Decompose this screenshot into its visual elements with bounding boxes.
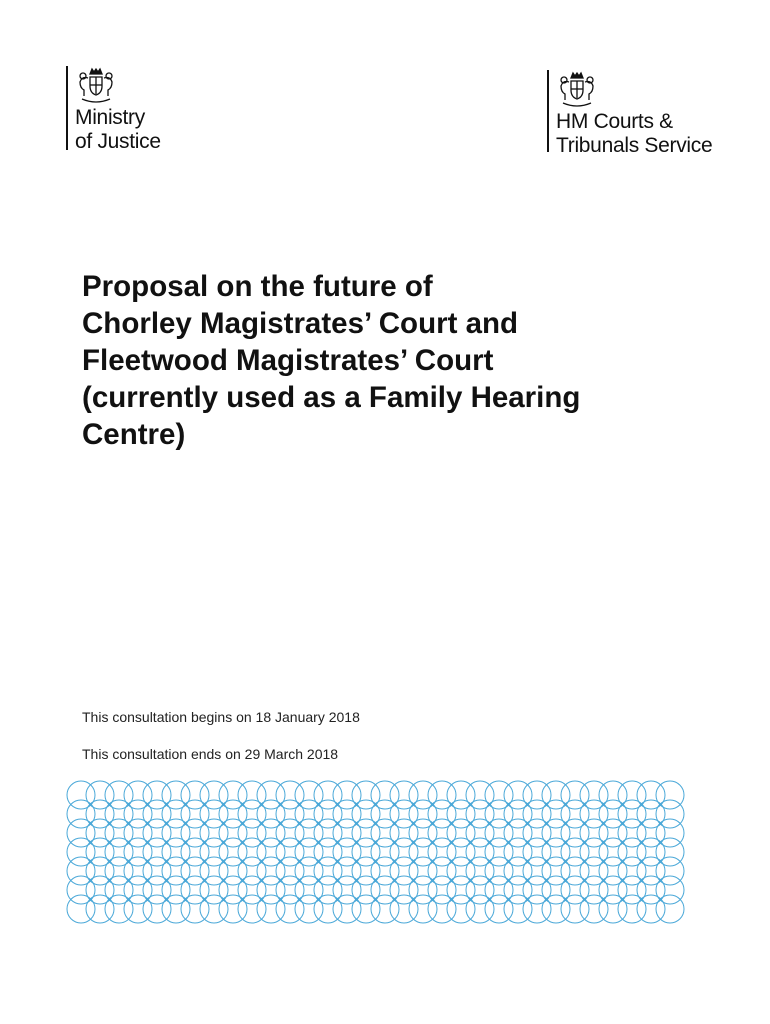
pattern-circle	[504, 876, 532, 904]
pattern-circle	[219, 838, 247, 866]
pattern-circle	[124, 838, 152, 866]
pattern-circle	[352, 895, 380, 923]
pattern-circle	[504, 895, 532, 923]
logo-divider-rule	[66, 66, 68, 150]
pattern-circle	[542, 876, 570, 904]
pattern-circle	[390, 876, 418, 904]
pattern-circle	[162, 838, 190, 866]
pattern-circle	[67, 819, 95, 847]
ministry-of-justice-wordmark	[75, 106, 161, 154]
pattern-circle	[238, 838, 266, 866]
pattern-circle	[333, 838, 361, 866]
pattern-circle	[637, 800, 665, 828]
pattern-circle	[105, 895, 133, 923]
pattern-circle	[485, 895, 513, 923]
pattern-circle	[181, 857, 209, 885]
pattern-circle	[390, 838, 418, 866]
pattern-circle	[257, 819, 285, 847]
pattern-circle	[485, 819, 513, 847]
pattern-circle	[314, 895, 342, 923]
pattern-circle	[295, 838, 323, 866]
pattern-circle	[504, 800, 532, 828]
pattern-circle	[143, 838, 171, 866]
pattern-circle	[238, 800, 266, 828]
pattern-circle	[561, 800, 589, 828]
pattern-circle	[504, 781, 532, 809]
pattern-circle	[257, 876, 285, 904]
pattern-circle	[105, 838, 133, 866]
pattern-circle	[542, 857, 570, 885]
pattern-circle	[428, 838, 456, 866]
pattern-circle	[295, 895, 323, 923]
pattern-circle	[314, 876, 342, 904]
pattern-circle	[333, 895, 361, 923]
pattern-circle	[314, 819, 342, 847]
pattern-circle	[67, 800, 95, 828]
pattern-circle	[656, 895, 684, 923]
pattern-circle	[371, 857, 399, 885]
pattern-circle	[618, 895, 646, 923]
pattern-circle	[656, 838, 684, 866]
pattern-circle	[314, 857, 342, 885]
pattern-circle	[257, 838, 285, 866]
pattern-circle	[409, 876, 437, 904]
pattern-circle	[314, 800, 342, 828]
pattern-circle	[162, 819, 190, 847]
pattern-circle	[238, 895, 266, 923]
pattern-circle	[409, 895, 437, 923]
pattern-circle	[200, 781, 228, 809]
pattern-circle	[637, 838, 665, 866]
consultation-ends-text: This consultation ends on 29 March 2018	[82, 746, 339, 762]
pattern-circle	[333, 857, 361, 885]
pattern-circle	[428, 895, 456, 923]
pattern-circle	[371, 838, 399, 866]
pattern-circle	[276, 857, 304, 885]
logo-left-line2: of Justice	[75, 130, 161, 153]
pattern-circle	[238, 876, 266, 904]
pattern-circle	[86, 838, 114, 866]
pattern-circle	[618, 819, 646, 847]
pattern-circle	[371, 876, 399, 904]
pattern-circle	[86, 876, 114, 904]
logo-right-line1: HM Courts &	[556, 110, 673, 133]
pattern-circle	[390, 819, 418, 847]
pattern-circle	[352, 781, 380, 809]
pattern-circle	[276, 876, 304, 904]
pattern-circle	[295, 800, 323, 828]
pattern-circle	[276, 800, 304, 828]
pattern-circle	[181, 819, 209, 847]
logo-right-line2: Tribunals Service	[556, 134, 713, 157]
pattern-circle	[333, 819, 361, 847]
pattern-circle	[485, 857, 513, 885]
consultation-dates	[82, 709, 360, 783]
pattern-circle	[219, 819, 247, 847]
pattern-circle	[352, 876, 380, 904]
pattern-circle	[162, 895, 190, 923]
royal-coat-of-arms-icon	[76, 66, 116, 104]
pattern-circle	[504, 857, 532, 885]
pattern-circle	[143, 857, 171, 885]
pattern-circle	[580, 800, 608, 828]
royal-coat-of-arms-icon	[557, 70, 597, 108]
pattern-circle	[238, 819, 266, 847]
pattern-circle	[523, 876, 551, 904]
pattern-circle	[371, 800, 399, 828]
pattern-circle	[580, 819, 608, 847]
pattern-circle	[428, 781, 456, 809]
pattern-circle	[637, 876, 665, 904]
pattern-circle	[447, 857, 475, 885]
pattern-circle	[219, 895, 247, 923]
pattern-circle	[105, 819, 133, 847]
pattern-circle	[485, 876, 513, 904]
pattern-circle	[200, 819, 228, 847]
logo-divider-rule	[547, 70, 549, 152]
pattern-circle	[257, 895, 285, 923]
pattern-circle	[561, 781, 589, 809]
pattern-circle	[599, 857, 627, 885]
pattern-circle	[618, 781, 646, 809]
pattern-circle	[466, 781, 494, 809]
pattern-circle	[523, 857, 551, 885]
pattern-circle	[409, 819, 437, 847]
pattern-circle	[390, 781, 418, 809]
pattern-circle	[447, 800, 475, 828]
hmcts-wordmark	[556, 110, 712, 158]
pattern-circle	[409, 857, 437, 885]
pattern-circle	[485, 781, 513, 809]
pattern-circle	[618, 838, 646, 866]
pattern-circle	[143, 781, 171, 809]
pattern-circle	[295, 819, 323, 847]
pattern-circle	[409, 800, 437, 828]
pattern-circle	[352, 857, 380, 885]
pattern-circle	[162, 800, 190, 828]
pattern-circle	[428, 800, 456, 828]
pattern-circle	[181, 895, 209, 923]
pattern-circle	[124, 800, 152, 828]
pattern-circle	[124, 781, 152, 809]
pattern-circle	[390, 895, 418, 923]
pattern-circle	[542, 895, 570, 923]
pattern-circle	[580, 838, 608, 866]
pattern-circle	[67, 895, 95, 923]
pattern-circle	[238, 857, 266, 885]
pattern-circle	[105, 781, 133, 809]
pattern-circle	[637, 781, 665, 809]
pattern-circle	[447, 781, 475, 809]
pattern-circle	[352, 838, 380, 866]
pattern-circle	[561, 838, 589, 866]
pattern-circle	[352, 819, 380, 847]
pattern-circle	[542, 800, 570, 828]
pattern-circle	[181, 781, 209, 809]
pattern-circle	[105, 876, 133, 904]
pattern-circle	[447, 895, 475, 923]
title-line: Chorley Magistrates’ Court and	[82, 307, 519, 340]
pattern-circle	[200, 838, 228, 866]
pattern-circle	[599, 819, 627, 847]
pattern-circle	[86, 781, 114, 809]
pattern-circle	[295, 876, 323, 904]
pattern-circle	[276, 838, 304, 866]
title-line: (currently used as a Family Hearing	[82, 381, 581, 414]
pattern-circle	[466, 857, 494, 885]
pattern-circle	[295, 781, 323, 809]
pattern-circle	[580, 857, 608, 885]
pattern-circle	[618, 857, 646, 885]
pattern-circle	[523, 838, 551, 866]
pattern-circle	[542, 838, 570, 866]
pattern-circle	[333, 876, 361, 904]
title-line: Fleetwood Magistrates’ Court	[82, 344, 494, 377]
pattern-circle	[257, 800, 285, 828]
pattern-circle	[542, 819, 570, 847]
pattern-circle	[428, 819, 456, 847]
pattern-circle	[466, 819, 494, 847]
pattern-circle	[599, 800, 627, 828]
pattern-circle	[561, 876, 589, 904]
pattern-circle	[466, 895, 494, 923]
pattern-circle	[542, 781, 570, 809]
pattern-circle	[447, 876, 475, 904]
pattern-circle	[219, 781, 247, 809]
consultation-begins-text: This consultation begins on 18 January 2018	[82, 709, 360, 725]
pattern-circle	[162, 876, 190, 904]
pattern-circle	[580, 781, 608, 809]
decorative-circle-pattern	[66, 780, 700, 932]
pattern-circle	[371, 819, 399, 847]
pattern-circle	[238, 781, 266, 809]
pattern-circle	[314, 781, 342, 809]
pattern-circle	[124, 857, 152, 885]
pattern-circle	[466, 838, 494, 866]
pattern-circle	[86, 857, 114, 885]
pattern-circle	[409, 838, 437, 866]
pattern-circle	[333, 800, 361, 828]
pattern-circle	[599, 838, 627, 866]
pattern-circle	[523, 800, 551, 828]
pattern-circle	[580, 895, 608, 923]
pattern-circle	[143, 800, 171, 828]
pattern-circle	[428, 857, 456, 885]
pattern-circle	[276, 819, 304, 847]
pattern-circle	[637, 819, 665, 847]
pattern-circle	[485, 800, 513, 828]
pattern-circle	[124, 876, 152, 904]
pattern-circle	[314, 838, 342, 866]
pattern-circle	[504, 838, 532, 866]
pattern-circle	[200, 857, 228, 885]
pattern-circle	[124, 819, 152, 847]
pattern-circle	[656, 876, 684, 904]
pattern-circle	[67, 838, 95, 866]
pattern-circle	[656, 781, 684, 809]
pattern-circle	[447, 838, 475, 866]
pattern-circle	[200, 895, 228, 923]
pattern-circle	[67, 857, 95, 885]
pattern-circle	[276, 781, 304, 809]
pattern-circle	[371, 895, 399, 923]
title-line: Centre)	[82, 418, 186, 451]
pattern-circle	[409, 781, 437, 809]
pattern-circle	[523, 781, 551, 809]
pattern-circle	[466, 800, 494, 828]
pattern-circle	[466, 876, 494, 904]
pattern-circle	[428, 876, 456, 904]
pattern-circle	[599, 895, 627, 923]
document-title	[82, 268, 722, 453]
pattern-circle	[618, 876, 646, 904]
pattern-circle	[181, 800, 209, 828]
pattern-circle	[162, 857, 190, 885]
pattern-circle	[257, 857, 285, 885]
pattern-circle	[257, 781, 285, 809]
pattern-circle	[105, 800, 133, 828]
pattern-circle	[219, 800, 247, 828]
pattern-circle	[523, 819, 551, 847]
pattern-circle	[504, 819, 532, 847]
pattern-circle	[181, 876, 209, 904]
pattern-circle	[637, 895, 665, 923]
pattern-circle	[295, 857, 323, 885]
pattern-circle	[390, 857, 418, 885]
pattern-circle	[143, 895, 171, 923]
pattern-circle	[580, 876, 608, 904]
pattern-circle	[276, 895, 304, 923]
pattern-circle	[599, 876, 627, 904]
pattern-circle	[181, 838, 209, 866]
pattern-circle	[124, 895, 152, 923]
pattern-circle	[200, 876, 228, 904]
pattern-circle	[523, 895, 551, 923]
pattern-circle	[162, 781, 190, 809]
pattern-circle	[618, 800, 646, 828]
pattern-circle	[447, 819, 475, 847]
pattern-circle	[352, 800, 380, 828]
pattern-circle	[86, 819, 114, 847]
pattern-circle	[86, 800, 114, 828]
pattern-circle	[561, 857, 589, 885]
pattern-circle	[390, 800, 418, 828]
pattern-circle	[333, 781, 361, 809]
pattern-circle	[656, 800, 684, 828]
pattern-circle	[200, 800, 228, 828]
pattern-circle	[656, 819, 684, 847]
pattern-circle	[485, 838, 513, 866]
pattern-circle	[656, 857, 684, 885]
pattern-circle	[561, 819, 589, 847]
pattern-circle	[67, 876, 95, 904]
pattern-circle	[143, 876, 171, 904]
pattern-circle	[86, 895, 114, 923]
pattern-circle	[599, 781, 627, 809]
logo-left-line1: Ministry	[75, 106, 145, 129]
pattern-circle	[67, 781, 95, 809]
pattern-circle	[219, 857, 247, 885]
pattern-circle	[143, 819, 171, 847]
pattern-circle	[105, 857, 133, 885]
title-line: Proposal on the future of	[82, 270, 433, 303]
pattern-circle	[561, 895, 589, 923]
pattern-circle	[637, 857, 665, 885]
pattern-circle	[219, 876, 247, 904]
pattern-circle	[371, 781, 399, 809]
